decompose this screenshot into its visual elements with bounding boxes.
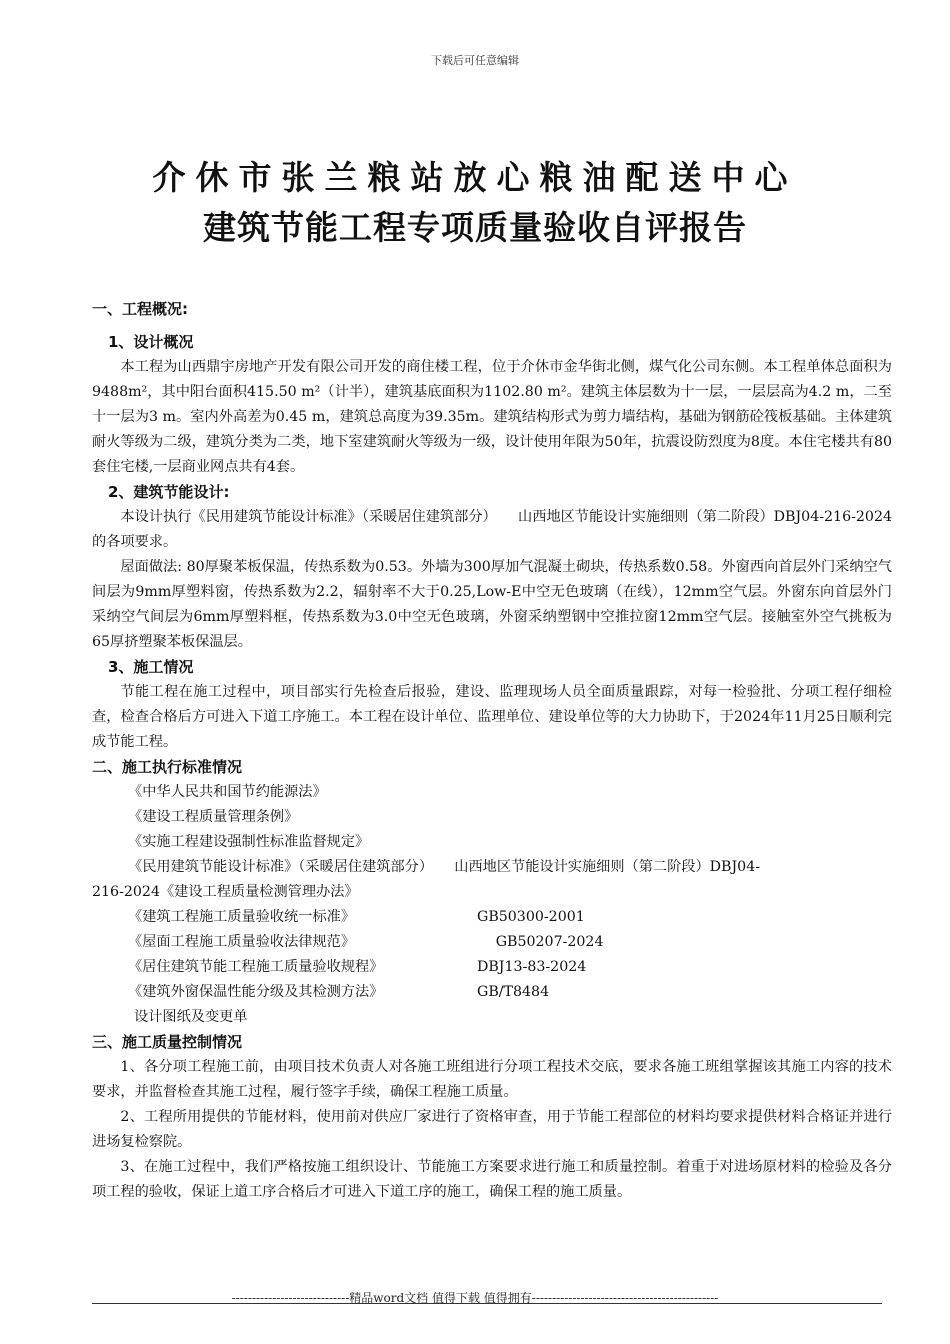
energy-design-paragraph-2: 屋面做法: 80厚聚苯板保温，传热系数为0.53。外墙为300厚加气混凝土砌块，传热系数0.58。外窗西向首层外门采纳空气间层为9mm厚塑料窗，传热系数为2.2，辐射率不大于0.25,Low-E中空无色玻璃（在线），12mm空气层。外窗东向首层外门采纳空气间层为6mm厚塑料框，传热系数为3.0中空无色玻璃，外窗采纳塑钢中空推拉窗12mm空气层。接触室外空气挑板为65厚挤塑聚苯板保温层。 bbox=[92, 559, 892, 650]
section-1-2-heading: 2、建筑节能设计: bbox=[108, 483, 230, 501]
quality-control-paragraph-3: 3、在施工过程中，我们严格按施工组织设计、节能施工方案要求进行施工和质量控制。着重于对进场原材料的检验及各分项工程的验收，保证上道工序合格后才可进入下道工序的施工，确保工程的施工质量。 bbox=[92, 1159, 892, 1200]
standard-code: GB/T8484 bbox=[477, 984, 550, 1000]
design-overview-paragraph: 本工程为山西鼎宇房地产开发有限公司开发的商住楼工程，位于介休市金华街北侧，煤气化公司东侧。本工程单体总面积为9488m²，其中阳台面积415.50 m²（计半），建筑基底面积为1102.80 m²。建筑主体层数为十一层，一层层高为4.2 m，二至十一层为3 m。室内外高差为0.45 m，建筑总高度为39.35m。建筑结构形式为剪力墙结构，基础为钢筋砼筏板基础。主体建筑耐火等级为二级，建筑分类为二类，地下室建筑耐火等级为一级，设计使用年限为50年，抗震设防烈度为8度。本住宅楼共有80套住宅楼,一层商业网点共有4套。 bbox=[92, 359, 892, 475]
section-2-heading: 二、施工执行标准情况 bbox=[92, 758, 243, 776]
footer-divider bbox=[92, 1303, 882, 1304]
construction-paragraph: 节能工程在施工过程中，项目部实行先检查后报验，建设、监理现场人员全面质量跟踪，对每一检验批、分项工程仔细检查，检查合格后方可进入下道工序施工。本工程在设计单位、监理单位、建设单位等的大力协助下，于2024年11月25日顺利完成节能工程。 bbox=[92, 684, 892, 750]
standard-item-long-cont: 216-2024《建设工程质量检测管理办法》 bbox=[92, 884, 359, 900]
standard-item-long: 《民用建筑节能设计标准》（采暖居住建筑部分） 山西地区节能设计实施细则（第二阶段）DBJ04- bbox=[128, 859, 761, 875]
section-1-3-heading: 3、施工情况 bbox=[108, 658, 194, 676]
standard-item: 《中华人民共和国节约能源法》 bbox=[128, 784, 327, 800]
standard-item: 《实施工程建设强制性标准监督规定》 bbox=[128, 834, 370, 850]
standard-item: 《屋面工程施工质量验收法律规范》 GB50207-2024 bbox=[92, 930, 892, 955]
standard-code: DBJ13-83-2024 bbox=[477, 959, 587, 975]
section-1-1-heading: 1、设计概况 bbox=[108, 333, 194, 351]
header-note: 下载后可任意编辑 bbox=[431, 54, 519, 67]
report-title-line2: 建筑节能工程专项质量验收自评报告 bbox=[203, 208, 747, 247]
standard-item: 《建筑外窗保温性能分级及其检测方法》 GB/T8484 bbox=[92, 980, 892, 1005]
standard-item: 《建筑工程施工质量验收统一标准》 GB50300-2001 bbox=[92, 905, 892, 930]
section-3-heading: 三、施工质量控制情况 bbox=[92, 1033, 243, 1051]
section-1-heading: 一、工程概况: bbox=[92, 300, 188, 318]
quality-control-paragraph-1: 1、各分项工程施工前，由项目技术负责人对各施工班组进行分项工程技术交底，要求各施工班组掌握该其施工内容的技术要求，并监督检查其施工过程，履行签字手续，确保工程施工质量。 bbox=[92, 1059, 892, 1100]
energy-design-paragraph-1: 本设计执行《民用建筑节能设计标准》（采暖居住建筑部分） 山西地区节能设计实施细则（第二阶段）DBJ04-216-2024的各项要求。 bbox=[92, 509, 892, 550]
standard-item: 《居住建筑节能工程施工质量验收规程》 DBJ13-83-2024 bbox=[92, 955, 892, 980]
quality-control-paragraph-2: 2、工程所用提供的节能材料，使用前对供应厂家进行了资格审查，用于节能工程部位的材料均要求提供材料合格证并进行进场复检察院。 bbox=[92, 1109, 892, 1150]
report-body bbox=[92, 297, 892, 1205]
standard-code: GB50300-2001 bbox=[477, 909, 585, 925]
standard-item: 设计图纸及变更单 bbox=[134, 1009, 248, 1025]
standard-code: GB50207-2024 bbox=[477, 934, 604, 950]
report-title-line1: 介休市张兰粮站放心粮油配送中心 bbox=[152, 158, 798, 197]
standard-item: 《建设工程质量管理条例》 bbox=[128, 809, 299, 825]
footer-text: -----------------------------精品word文档 值得下载 值得拥有---------------------------------------------- bbox=[231, 1291, 719, 1305]
